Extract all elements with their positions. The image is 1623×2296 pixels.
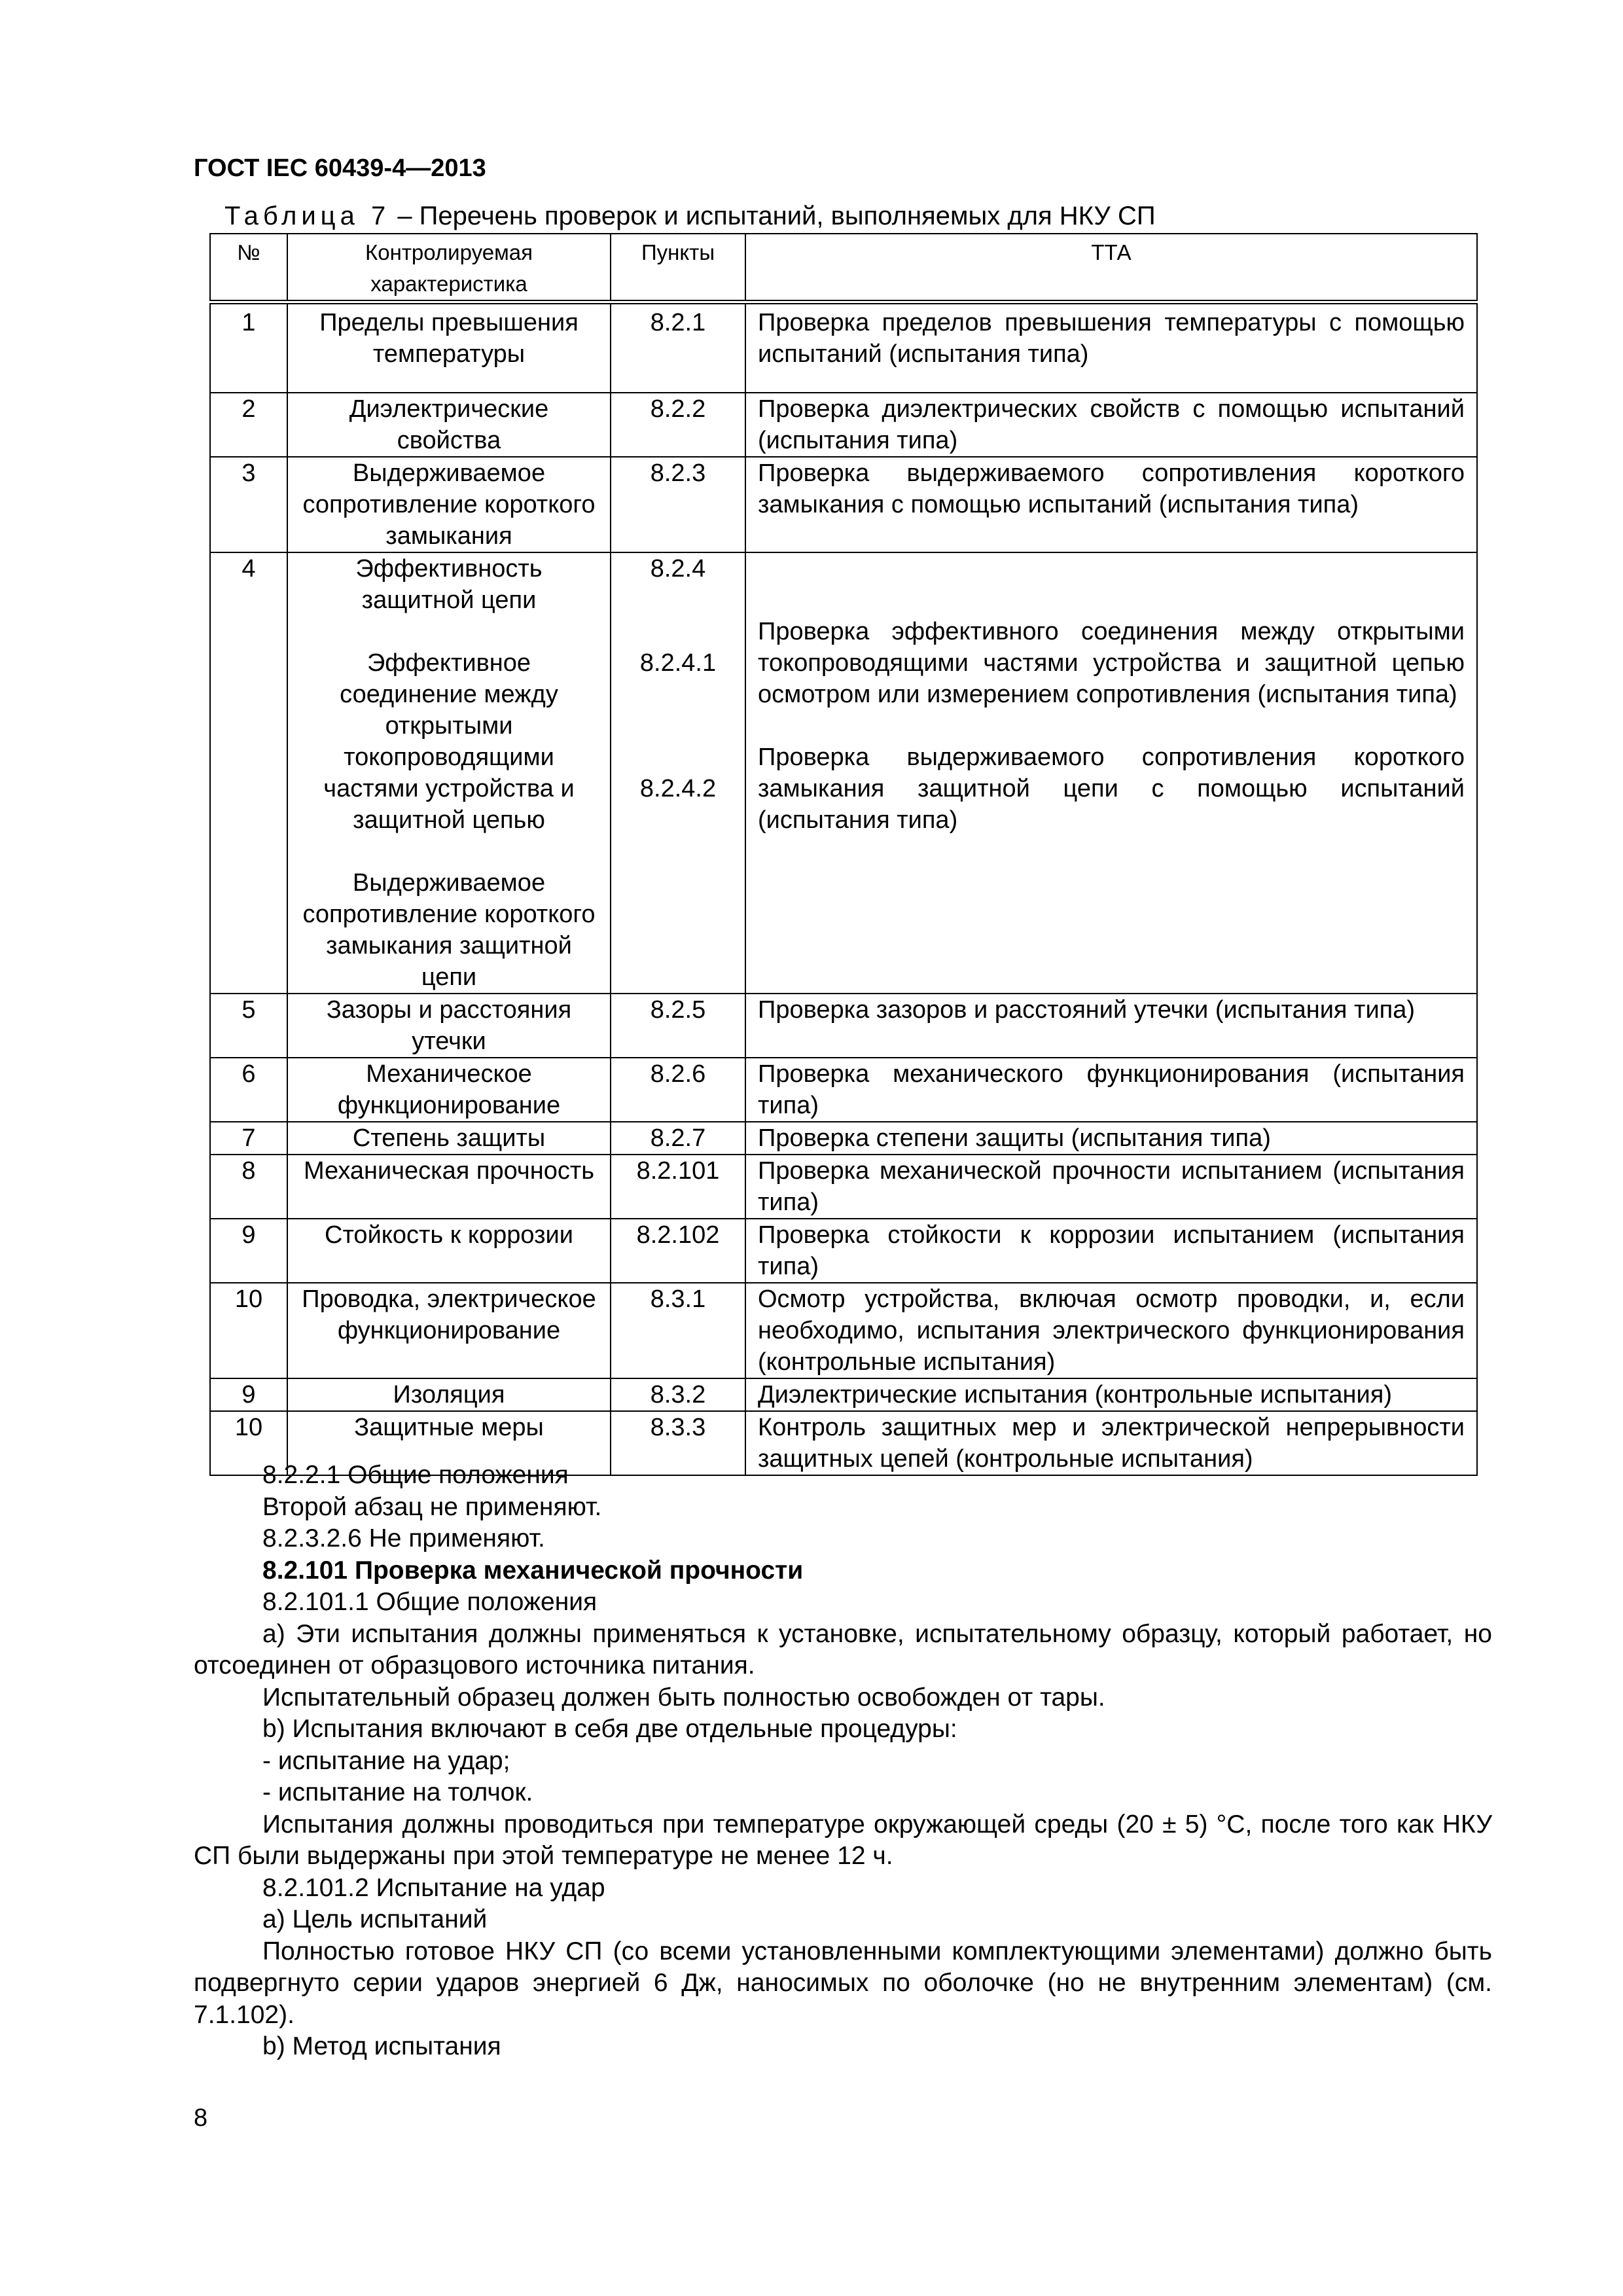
row-clause: 8.3.1 xyxy=(611,1283,745,1378)
row-clause: 8.2.6 xyxy=(611,1058,745,1122)
row-tta: Проверка механического функционирования (испытания типа) xyxy=(745,1058,1477,1122)
list-item: - испытание на толчок. xyxy=(262,1778,533,1806)
row-characteristic: Защитные меры xyxy=(287,1411,611,1475)
row-characteristic: Степень защиты xyxy=(287,1122,611,1155)
paragraph: a) Цель испытаний xyxy=(262,1905,488,1933)
table-row xyxy=(210,1378,1477,1411)
row-characteristic: Зазоры и расстояния утечки xyxy=(287,994,611,1058)
table-row xyxy=(210,1219,1477,1283)
checks-table xyxy=(209,233,1478,1476)
list-item: - испытание на удар; xyxy=(262,1746,510,1775)
row-number: 4 xyxy=(210,552,287,994)
row-number: 1 xyxy=(210,302,287,393)
paragraph: 8.2.3.2.6 Не применяют. xyxy=(262,1524,545,1552)
table-row xyxy=(210,1155,1477,1219)
row-clause: 8.2.101 xyxy=(611,1155,745,1219)
table-row xyxy=(210,393,1477,457)
row-characteristic-group xyxy=(287,552,611,994)
row-clause: 8.2.2 xyxy=(611,393,745,457)
row-clause-sub2: 8.2.4.2 xyxy=(639,774,717,802)
row-characteristic: Выдерживаемое сопротивление короткого замыкания xyxy=(287,457,611,552)
row-tta: Проверка степени защиты (испытания типа) xyxy=(745,1122,1477,1155)
row-clause: 8.2.5 xyxy=(611,994,745,1058)
paragraph: Полностью готовое НКУ СП (со всеми установленными комплектующими элементами) должно быть подвергнуто серии ударов энергией 6 Дж, наносимых по оболочке (но не внутренним элементам) (см. 7.1.102). xyxy=(194,1937,1492,2029)
row-tta-sub2: Проверка выдерживаемого сопротивления короткого замыкания защитной цепи с помощью испытаний (испытания типа) xyxy=(758,743,1465,834)
row-number: 5 xyxy=(210,994,287,1058)
row-number: 9 xyxy=(210,1219,287,1283)
row-number: 2 xyxy=(210,393,287,457)
row-clause: 8.2.102 xyxy=(611,1219,745,1283)
row-tta: Проверка пределов превышения температуры с помощью испытаний (испытания типа) xyxy=(745,302,1477,393)
section-heading: 8.2.101 Проверка механической прочности xyxy=(262,1556,804,1585)
row-tta-group xyxy=(745,552,1477,994)
row-characteristic: Эффективность защитной цепи xyxy=(355,554,543,614)
table-caption-text: – Перечень проверок и испытаний, выполняемых для НКУ СП xyxy=(390,202,1156,230)
row-clause: 8.2.7 xyxy=(611,1122,745,1155)
table-header-row xyxy=(210,234,1477,302)
row-clause: 8.2.3 xyxy=(611,457,745,552)
row-number: 10 xyxy=(210,1411,287,1475)
row-clause: 8.2.4 xyxy=(650,554,706,583)
header-characteristic: Контролируемая характеристика xyxy=(287,234,611,302)
document-code: ГОСТ IEC 60439-4—2013 xyxy=(194,154,486,182)
row-characteristic: Диэлектрические свойства xyxy=(287,393,611,457)
paragraph: Испытательный образец должен быть полностью освобожден от тары. xyxy=(262,1683,1105,1712)
paragraph: b) Метод испытания xyxy=(262,2032,501,2060)
row-number: 10 xyxy=(210,1283,287,1378)
row-tta: Диэлектрические испытания (контрольные испытания) xyxy=(745,1378,1477,1411)
table-row xyxy=(210,552,1477,994)
row-characteristic: Механическая прочность xyxy=(287,1155,611,1219)
row-number: 9 xyxy=(210,1378,287,1411)
header-clauses: Пункты xyxy=(611,234,745,302)
row-tta: Осмотр устройства, включая осмотр проводки, и, если необходимо, испытания электрического функционирования (контрольные испытания) xyxy=(745,1283,1477,1378)
row-characteristic-sub2: Выдерживаемое сопротивление короткого замыкания защитной цепи xyxy=(302,869,596,991)
row-number: 3 xyxy=(210,457,287,552)
row-characteristic: Проводка, электрическое функционирование xyxy=(287,1283,611,1378)
row-tta: Проверка выдерживаемого сопротивления короткого замыкания с помощью испытаний (испытания типа) xyxy=(745,457,1477,552)
row-characteristic: Стойкость к коррозии xyxy=(287,1219,611,1283)
row-clause: 8.3.3 xyxy=(611,1411,745,1475)
row-clause: 8.2.1 xyxy=(611,302,745,393)
row-characteristic: Механическое функционирование xyxy=(287,1058,611,1122)
row-characteristic: Пределы превышения температуры xyxy=(287,302,611,393)
table-row xyxy=(210,1058,1477,1122)
table-row xyxy=(210,457,1477,552)
table-caption xyxy=(224,202,1156,231)
paragraph: b) Испытания включают в себя две отдельные процедуры: xyxy=(262,1715,957,1743)
body-text xyxy=(194,1460,1492,2063)
paragraph: Второй абзац не применяют. xyxy=(262,1492,602,1521)
paragraph: a) Эти испытания должны применяться к установке, испытательному образцу, который работает, но отсоединен от образцового источника питания. xyxy=(194,1619,1492,1679)
row-number: 8 xyxy=(210,1155,287,1219)
row-tta: Проверка стойкости к коррозии испытанием (испытания типа) xyxy=(745,1219,1477,1283)
row-tta: Проверка зазоров и расстояний утечки (испытания типа) xyxy=(745,994,1477,1058)
row-number: 6 xyxy=(210,1058,287,1122)
header-number: № xyxy=(210,234,287,302)
row-tta: Проверка диэлектрических свойств с помощью испытаний (испытания типа) xyxy=(745,393,1477,457)
table-row xyxy=(210,994,1477,1058)
paragraph: Испытания должны проводиться при температуре окружающей среды (20 ± 5) °С, после того как НКУ СП были выдержаны при этой температуре не менее 12 ч. xyxy=(194,1810,1492,1870)
row-characteristic-sub1: Эффективное соединение между открытыми токопроводящими частями устройства и защитной цепью xyxy=(323,649,575,834)
row-characteristic: Изоляция xyxy=(287,1378,611,1411)
row-clause-sub1: 8.2.4.1 xyxy=(639,649,717,677)
row-tta: Проверка механической прочности испытанием (испытания типа) xyxy=(745,1155,1477,1219)
row-clause: 8.3.2 xyxy=(611,1378,745,1411)
row-tta: Контроль защитных мер и электрической непрерывности защитных цепей (контрольные испытания) xyxy=(745,1411,1477,1475)
paragraph: 8.2.2.1 Общие положения xyxy=(262,1461,569,1489)
table-row xyxy=(210,1122,1477,1155)
row-tta-sub1: Проверка эффективного соединения между открытыми токопроводящими частями устройства и защитной цепью осмотром или измерением сопротивления (испытания типа) xyxy=(758,617,1465,708)
table-row xyxy=(210,302,1477,393)
paragraph: 8.2.101.2 Испытание на удар xyxy=(262,1873,605,1902)
table-row xyxy=(210,1283,1477,1378)
paragraph: 8.2.101.1 Общие положения xyxy=(262,1588,597,1616)
row-number: 7 xyxy=(210,1122,287,1155)
page-number: 8 xyxy=(194,2104,208,2132)
table-caption-label: Таблица 7 xyxy=(224,202,391,230)
row-clause-group xyxy=(611,552,745,994)
header-tta: ТТА xyxy=(745,234,1477,302)
